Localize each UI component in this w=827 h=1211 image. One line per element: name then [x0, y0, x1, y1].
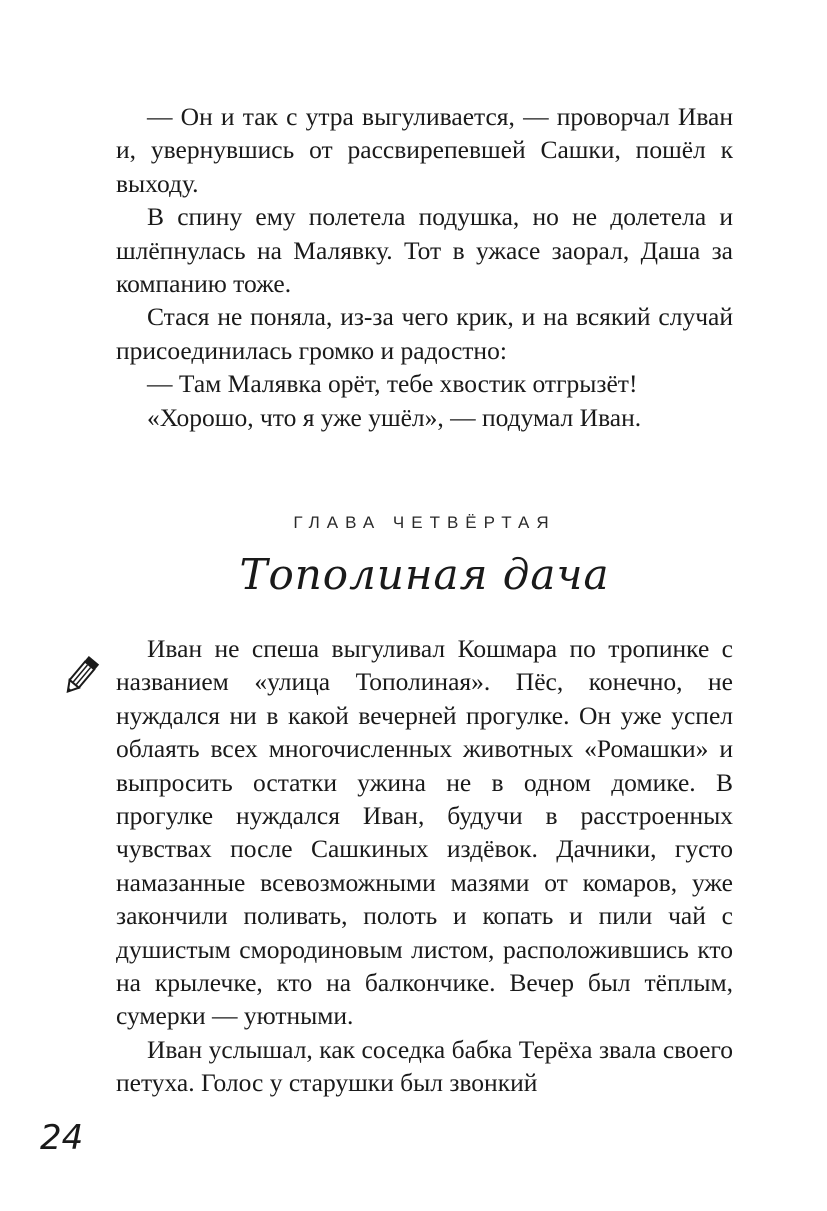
page-number: 24: [40, 1118, 84, 1158]
paragraph: — Там Малявка орёт, тебе хвостик отгрызёт!: [147, 369, 638, 399]
top-text-block: [116, 100, 733, 434]
pencil-icon: [57, 654, 103, 700]
bottom-text-block: [116, 632, 733, 1100]
chapter-label: ГЛАВА ЧЕТВЁРТАЯ: [293, 513, 556, 532]
paragraph: Иван услышал, как соседка бабка Терёха звала своего петуха. Голос у старушки был звонкий: [116, 1034, 733, 1098]
paragraph: Стася не поняла, из-за чего крик, и на всякий случай присоединилась громко и радостно:: [116, 302, 733, 365]
chapter-title: Тополиная дача: [239, 550, 610, 599]
paragraph: Иван не спеша выгуливал Кошмара по тропинке с названием «улица Тополиная». Пёс, конечно, не нуждался ни в какой вечерней прогулке. Он уже успел облаять всех многочисленных животных «Ромашки» и выпросить остатки ужина не в одном домике. В прогулке нуждался Иван, будучи в расстроенных чувствах после Сашкиных издёвок. Дачники, густо намазанные всевозможными мазями от комаров, уже закончили поливать, полоть и копать и пили чай с душистым смородиновым листом, расположившись кто на крылечке, кто на балкончике. Вечер был тёплым, сумерки — уютными.: [116, 634, 733, 1031]
paragraph: — Он и так с утра выгуливается, — проворчал Иван и, увернувшись от рассвирепевшей Сашки, пошёл к выходу.: [116, 102, 733, 198]
paragraph: В спину ему полетела подушка, но не долетела и шлёпнулась на Малявку. Тот в ужасе заорал, Даша за компанию тоже.: [116, 202, 733, 299]
paragraph: «Хорошо, что я уже ушёл», — подумал Иван.: [147, 402, 642, 432]
